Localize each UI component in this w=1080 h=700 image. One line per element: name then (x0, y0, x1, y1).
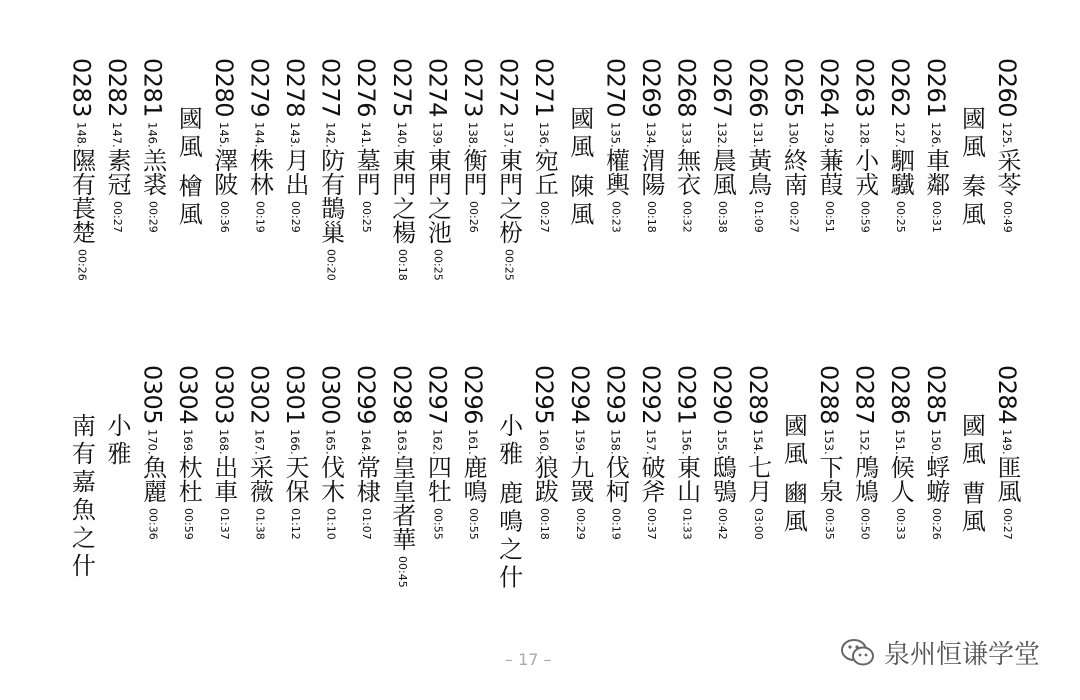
track-entry (817, 58, 847, 232)
track-number: 0295 (530, 365, 559, 425)
track-number: 0267 (708, 58, 737, 118)
track-duration: 00:27 (787, 200, 801, 233)
track-number: 0263 (850, 58, 879, 118)
track-duration: 00:35 (823, 507, 836, 540)
track-index: 140. (394, 122, 409, 148)
section-heading (494, 413, 527, 593)
track-duration: 00:19 (253, 200, 267, 233)
track-index: 156. (679, 429, 694, 455)
track-entry (138, 58, 171, 233)
track-entry (247, 58, 277, 232)
track-index: 159. (572, 429, 587, 455)
track-index: 157. (644, 429, 658, 455)
track-title: 渭陽 (637, 147, 665, 196)
section-heading (69, 413, 99, 581)
track-duration: 00:37 (645, 507, 658, 540)
track-duration: 00:42 (716, 507, 730, 540)
track-index: 163. (394, 429, 409, 455)
track-index: 142. (323, 122, 338, 148)
track-entry (850, 58, 883, 233)
track-index: 161. (466, 429, 480, 455)
track-index: 129. (822, 122, 836, 148)
track-duration: 00:29 (573, 507, 587, 540)
track-entry (532, 365, 562, 539)
track-entry (138, 365, 171, 540)
track-index: 169. (181, 429, 196, 455)
track-number: 0260 (993, 58, 1021, 118)
section-heading-text: 南有嘉魚之什 (67, 413, 96, 581)
track-number: 0264 (815, 58, 843, 118)
track-duration: 00:55 (467, 507, 480, 540)
track-entry (921, 58, 954, 233)
track-entry (209, 58, 242, 233)
section-heading (781, 413, 811, 537)
track-duration: 00:20 (324, 248, 338, 281)
track-index: 136. (537, 122, 552, 148)
track-entry (105, 58, 135, 232)
track-title: 伐木 (316, 454, 345, 503)
track-title: 鴟鴞 (708, 454, 737, 503)
track-duration: 03:00 (751, 507, 765, 540)
track-duration: 00:26 (929, 507, 943, 540)
section-heading (959, 106, 989, 230)
section-heading-text: 小雅 鹿鳴之什 (494, 413, 523, 593)
track-entry (888, 58, 918, 232)
track-number: 0282 (103, 58, 131, 118)
track-number: 0304 (174, 365, 203, 425)
track-title: 采苓 (993, 147, 1021, 196)
track-number: 0273 (459, 58, 487, 118)
track-title: 皇皇者華 (387, 454, 416, 551)
track-title: 候人 (886, 454, 915, 503)
track-title: 狼跋 (530, 454, 559, 503)
track-entry (565, 365, 598, 540)
track-index: 165. (323, 429, 338, 455)
section-heading-text: 國風 曹風 (957, 413, 986, 537)
track-number: 0296 (459, 365, 487, 425)
track-entry (921, 365, 954, 540)
track-entry (743, 365, 776, 540)
section-heading (105, 413, 135, 469)
track-number: 0268 (672, 58, 701, 118)
track-title: 蒹葭 (815, 147, 843, 196)
track-index: 145. (216, 122, 231, 148)
track-number: 0272 (494, 58, 523, 118)
track-index: 137. (501, 122, 516, 148)
track-title: 東門之枌 (494, 147, 523, 244)
page-number: – 17 – (505, 650, 552, 669)
track-duration: 01:33 (680, 507, 694, 540)
track-index: 158. (608, 429, 623, 455)
track-title: 常棣 (352, 454, 381, 503)
track-title: 東山 (672, 454, 701, 503)
track-duration: 00:33 (894, 507, 908, 540)
track-entry (387, 58, 420, 281)
track-index: 132. (715, 122, 730, 148)
track-duration: 00:27 (111, 200, 124, 233)
track-duration: 00:23 (609, 200, 623, 233)
track-index: 134. (644, 122, 658, 148)
track-index: 135. (608, 122, 623, 148)
track-entry (387, 365, 420, 588)
track-entry (710, 58, 740, 232)
track-number: 0274 (423, 58, 452, 118)
track-duration: 00:31 (929, 200, 943, 233)
track-duration: 00:18 (645, 200, 658, 233)
section-heading (176, 106, 206, 230)
track-index: 150. (928, 429, 943, 455)
track-duration: 00:38 (716, 200, 730, 233)
track-number: 0286 (886, 365, 915, 425)
track-entry (639, 365, 669, 539)
track-title: 杕杜 (174, 454, 203, 503)
track-index: 144. (252, 122, 267, 148)
track-entry (995, 365, 1025, 539)
track-index: 170. (145, 429, 160, 455)
track-title: 匪風 (993, 454, 1021, 503)
track-number: 0285 (921, 365, 950, 425)
track-number: 0270 (601, 58, 630, 118)
track-duration: 00:19 (609, 507, 623, 540)
track-title: 東門之楊 (387, 147, 416, 244)
track-duration: 00:36 (217, 200, 231, 233)
track-number: 0300 (316, 365, 345, 425)
track-title: 月出 (281, 147, 309, 196)
section-heading (959, 413, 989, 537)
track-entry (354, 58, 384, 232)
track-number: 0303 (209, 365, 238, 425)
track-title: 七月 (743, 454, 772, 503)
track-entry (425, 58, 455, 280)
track-index: 155. (715, 429, 730, 455)
track-duration: 00:45 (395, 555, 409, 588)
track-duration: 00:59 (182, 507, 196, 540)
track-index: 167. (252, 429, 267, 455)
track-number: 0292 (637, 365, 665, 425)
track-title: 天保 (281, 454, 309, 503)
track-title: 隰有萇楚 (67, 147, 96, 244)
section-heading (565, 106, 598, 230)
track-index: 130. (786, 122, 801, 148)
track-title: 伐柯 (601, 454, 630, 503)
track-title: 權輿 (601, 147, 630, 196)
track-index: 138. (466, 122, 480, 148)
track-duration: 00:50 (858, 507, 872, 540)
track-entry (672, 58, 705, 233)
track-title: 破斧 (637, 454, 665, 503)
section-heading-text: 國風 豳風 (779, 413, 808, 537)
track-title: 宛丘 (530, 147, 559, 196)
track-title: 車鄰 (921, 147, 950, 196)
track-duration: 00:25 (894, 200, 908, 233)
track-index: 148. (74, 122, 89, 148)
track-title: 魚麗 (138, 454, 167, 503)
track-number: 0271 (530, 58, 559, 118)
track-index: 139. (430, 122, 445, 148)
track-title: 采薇 (245, 454, 274, 503)
track-index: 154. (750, 429, 765, 455)
track-duration: 00:25 (431, 248, 445, 281)
track-duration: 00:29 (289, 200, 302, 233)
track-entry (316, 58, 349, 281)
track-index: 133. (679, 122, 694, 148)
track-duration: 00:27 (538, 200, 552, 233)
track-number: 0262 (886, 58, 915, 118)
track-number: 0293 (601, 365, 630, 425)
track-duration: 00:26 (467, 200, 480, 233)
track-number: 0280 (209, 58, 238, 118)
track-index: 153. (822, 429, 836, 455)
track-number: 0276 (352, 58, 381, 118)
track-duration: 01:10 (324, 507, 338, 540)
track-entry (817, 365, 847, 539)
track-number: 0279 (245, 58, 274, 118)
track-number: 0269 (637, 58, 665, 118)
track-number: 0288 (815, 365, 843, 425)
track-title: 澤陂 (209, 147, 238, 196)
track-entry (743, 58, 776, 233)
track-number: 0302 (245, 365, 274, 425)
track-title: 羔裘 (138, 147, 167, 196)
track-entry (209, 365, 242, 540)
track-number: 0301 (281, 365, 309, 425)
track-entry (425, 365, 455, 539)
track-number: 0289 (743, 365, 772, 425)
track-index: 151. (893, 429, 908, 455)
track-number: 0294 (565, 365, 594, 425)
track-entry (888, 365, 918, 539)
track-number: 0266 (743, 58, 772, 118)
track-number: 0287 (850, 365, 879, 425)
track-number: 0299 (352, 365, 381, 425)
track-duration: 01:37 (217, 507, 231, 540)
track-title: 終南 (779, 147, 808, 196)
track-number: 0291 (672, 365, 701, 425)
section-heading-text: 國風 陳風 (565, 106, 594, 230)
track-number: 0261 (921, 58, 950, 118)
track-number: 0265 (779, 58, 808, 118)
track-number: 0284 (993, 365, 1021, 425)
track-title: 小戎 (850, 147, 879, 196)
track-title: 墓門 (352, 147, 381, 196)
track-entry (603, 365, 633, 539)
track-index: 162. (430, 429, 445, 455)
track-entry (639, 58, 669, 232)
track-title: 防有鵲巢 (316, 147, 345, 244)
track-duration: 00:32 (680, 200, 694, 233)
track-duration: 00:25 (502, 248, 516, 281)
track-index: 149. (1000, 429, 1014, 455)
track-duration: 00:25 (360, 200, 374, 233)
track-duration: 00:55 (431, 507, 445, 540)
track-entry (710, 365, 740, 539)
track-duration: 01:12 (289, 507, 302, 540)
track-index: 128. (857, 122, 872, 148)
track-number: 0278 (281, 58, 309, 118)
track-index: 141. (359, 122, 374, 148)
track-duration: 00:36 (146, 507, 160, 540)
track-entry (176, 365, 206, 539)
track-title: 鳲鳩 (850, 454, 879, 503)
section-heading-text: 國風 檜風 (174, 106, 203, 230)
track-number: 0283 (67, 58, 96, 118)
track-number: 0298 (387, 365, 416, 425)
track-duration: 00:27 (1001, 507, 1014, 540)
track-index: 160. (537, 429, 552, 455)
track-entry (316, 365, 349, 540)
track-title: 駟驖 (886, 147, 915, 196)
track-entry (672, 365, 705, 540)
track-entry (603, 58, 633, 232)
track-duration: 00:49 (1001, 200, 1014, 233)
section-heading-text: 小雅 (103, 413, 131, 469)
track-number: 0305 (138, 365, 167, 425)
track-index: 143. (288, 122, 302, 148)
track-duration: 00:26 (75, 248, 89, 281)
track-duration: 00:51 (823, 200, 836, 233)
track-number: 0275 (387, 58, 416, 118)
watermark (840, 634, 1040, 671)
track-title: 無衣 (672, 147, 701, 196)
track-title: 九罭 (565, 454, 594, 503)
track-title: 四牡 (423, 454, 452, 503)
track-title: 下泉 (815, 454, 843, 503)
track-entry (283, 365, 313, 539)
track-title: 東門之池 (423, 147, 452, 244)
track-index: 125. (1000, 122, 1014, 148)
track-duration: 01:09 (751, 200, 765, 233)
wechat-icon (840, 638, 876, 668)
track-number: 0290 (708, 365, 737, 425)
track-duration: 00:59 (858, 200, 872, 233)
track-duration: 00:18 (395, 248, 409, 281)
track-index: 168. (216, 429, 231, 455)
track-duration: 00:29 (146, 200, 160, 233)
track-entry (283, 58, 313, 232)
track-entry (69, 58, 99, 280)
watermark-text: 泉州恒谦学堂 (884, 640, 1041, 670)
track-entry (461, 58, 491, 232)
track-title: 株林 (245, 147, 274, 196)
track-index: 131. (750, 122, 765, 148)
track-entry (850, 365, 883, 540)
section-heading-text: 國風 秦風 (957, 106, 986, 230)
track-entry (781, 58, 811, 232)
track-entry (247, 365, 277, 539)
track-index: 127. (893, 122, 908, 148)
track-title: 蜉蝣 (921, 454, 950, 503)
track-title: 晨風 (708, 147, 737, 196)
track-number: 0281 (138, 58, 167, 118)
track-title: 素冠 (103, 147, 131, 196)
track-title: 出車 (209, 454, 238, 503)
track-entry (995, 58, 1025, 232)
track-entry (494, 58, 527, 281)
track-title: 黃鳥 (743, 147, 772, 196)
track-index: 152. (857, 429, 872, 455)
track-number: 0277 (316, 58, 345, 118)
track-entry (461, 365, 491, 539)
track-duration: 01:07 (360, 507, 374, 540)
track-number: 0297 (423, 365, 452, 425)
track-title: 鹿鳴 (459, 454, 487, 503)
track-entry (354, 365, 384, 539)
track-index: 126. (928, 122, 943, 148)
track-entry (532, 58, 562, 232)
track-index: 166. (288, 429, 302, 455)
track-duration: 00:18 (538, 507, 552, 540)
track-duration: 01:38 (253, 507, 267, 540)
track-index: 164. (359, 429, 374, 455)
track-index: 147. (110, 122, 124, 148)
track-index: 146. (145, 122, 160, 148)
track-title: 衡門 (459, 147, 487, 196)
